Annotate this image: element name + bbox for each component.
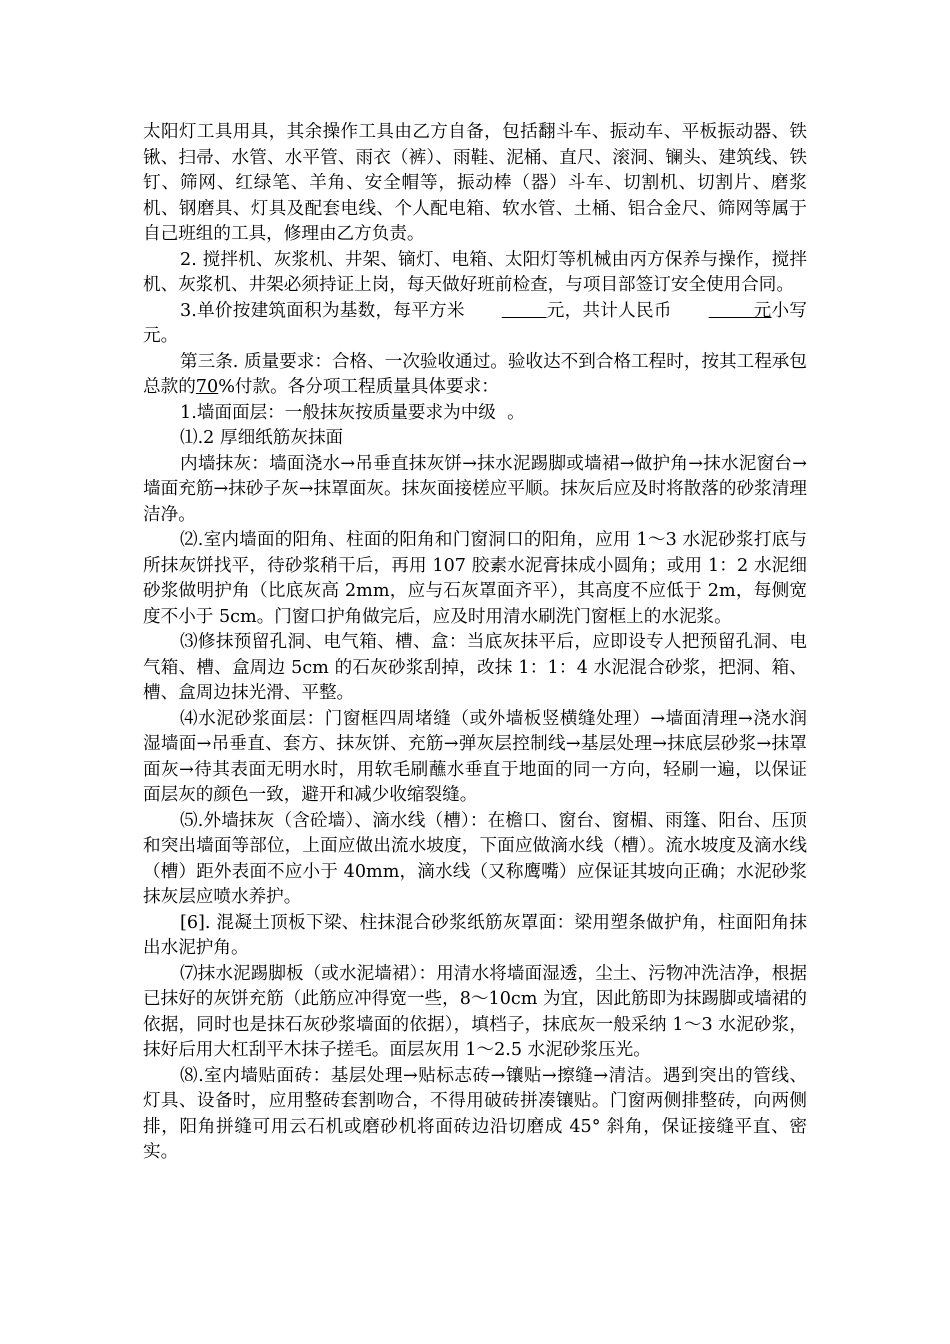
paragraph-item-1: ⑴.2 厚细纸筋灰抹面 (180, 428, 344, 448)
paragraph-machinery: 2. 搅拌机、灰浆机、井架、镝灯、电箱、太阳灯等机械由丙方保养与操作，搅拌机、灰浆机、井架必须持证上岗，每天做好班前检查，与项目部签订安全使用合同。 (143, 249, 807, 295)
yuan-underlined: 元 (753, 300, 772, 321)
paragraph-tools: 太阳灯工具用具，其余操作工具由乙方自备，包括翻斗车、振动车、平板振动器、铁锹、扫帚、水管、水平管、雨衣（裤）、雨鞋、泥桶、直尺、滚洞、镧头、建筑线、铁钉、筛网、红绿笔、羊角、安全帽等，振动棒（器）斗车、切割机、切割片、磨浆机、钢磨具、灯具及配套电线、个人配电箱、软水管、土桶、铝合金尺、筛网等属于自己班组的工具，修理由乙方负责。 (143, 122, 807, 244)
unit-price-total-text: 元，共计人民币 (546, 300, 672, 321)
paragraph-item-8: ⑻.室内墙贴面砖：基层处理→贴标志砖→镶贴→擦缝→清洁。遇到突出的管线、灯具、设备时，应用整砖套割吻合，不得用破砖拼凑镶贴。门窗两侧排整砖，向两侧排，阳角拼缝可用云石机或磨砂机将面砖边沿切磨成 45° 斜角，保证接缝平直、密实。 (143, 1065, 807, 1162)
payment-percent: 70 (195, 377, 219, 397)
paragraph-item-5: ⑸.外墙抹灰（含砼墙）、滴水线（槽）：在檐口、窗台、窗楣、雨篷、阳台、压顶和突出墙面等部位，上面应做出流水坡度，下面应做滴水线（槽）。流水坡度及滴水线（槽）距外表面不应小于 40mm，滴水线（又称鹰嘴）应保证其坡向正确；水泥砂浆抹灰层应喷水养护。 (143, 810, 807, 907)
quality-text-end: %付款。各分项工程质量具体要求： (218, 377, 499, 397)
lowercase-yuan: 元。 (143, 326, 179, 346)
paragraph-item-6: [6]. 混凝土顶板下梁、柱抹混合砂浆纸筋灰罩面：梁用塑条做护角，柱面阳角抹出水泥护角。 (143, 912, 807, 958)
paragraph-interior-plaster: 内墙抹灰：墙面浇水→吊垂直抹灰饼→抹水泥踢脚或墙裙→做护角→抹水泥窗台→墙面充筋→抹砂子灰→抹罩面灰。抹灰面接槎应平顺。抹灰后应及时将散落的砂浆清理洁净。 (143, 453, 807, 525)
quality-text: 第三条. 质量要求：合格、一次验收通过。验收达不到合格工程时，按其工程承包总款的 (143, 351, 807, 397)
unit-price-blank (465, 299, 547, 325)
unit-price-text: 3.单价按建筑面积为基数，每平方米 (180, 300, 465, 321)
paragraph-item-3: ⑶修抹预留孔洞、电气箱、槽、盒：当底灰抹平后，应即设专人把预留孔洞、电气箱、槽、盒周边 5cm 的石灰砂浆刮掉，改抹 1：1：4 水泥混合砂浆，把洞、箱、槽、盒周边抹光滑、平整。 (143, 632, 807, 703)
paragraph-item-7: ⑺抹水泥踢脚板（或水泥墙裙）：用清水将墙面湿透，尘土、污物冲洗洁净，根据已抹好的灰饼充筋（此筋应冲得宽一些，8～10cm 为宜，因此筋即为抹踢脚或墙裙的依据，同时也是抹石灰砂浆墙面的依据），填档子，抹底灰一般采纳 1～3 水泥砂浆，抹好后用大杠刮平木抹子搓毛。面层灰用 1～2.5 水泥砂浆压光。 (143, 963, 807, 1060)
paragraph-wall-surface: 1.墙面面层：一般抹灰按质量要求为中级 。 (180, 402, 525, 423)
paragraph-unit-price (143, 299, 807, 350)
paragraph-quality (143, 350, 807, 401)
lowercase-label: 小写 (771, 300, 807, 321)
document-body (143, 120, 807, 1166)
paragraph-item-2: ⑵.室内墙面的阳角、柱面的阳角和门窗洞口的阳角，应用 1～3 水泥砂浆打底与所抹灰饼找平，待砂浆稍干后，再用 107 胶素水泥膏抹成小圆角；或用 1：2 水泥细砂浆做明护角（比底灰高 2mm，应与石灰罩面齐平），其高度不应低于 2m，每侧宽度不小于 5cm。门窗口护角做完后，应及时用清水刷洗门窗框上的水泥浆。 (143, 530, 807, 627)
paragraph-item-4: ⑷水泥砂浆面层：门窗框四周堵缝（或外墙板竖横缝处理）→墙面清理→浇水润湿墙面→吊垂直、套方、抹灰饼、充筋→弹灰层控制线→基层处理→抹底层砂浆→抹罩面灰→待其表面无明水时，用软毛刷蘸水垂直于地面的同一方向，轻刷一遍，以保证面层灰的颜色一致，避开和减少收缩裂缝。 (143, 708, 807, 805)
total-amount-blank (672, 299, 754, 325)
